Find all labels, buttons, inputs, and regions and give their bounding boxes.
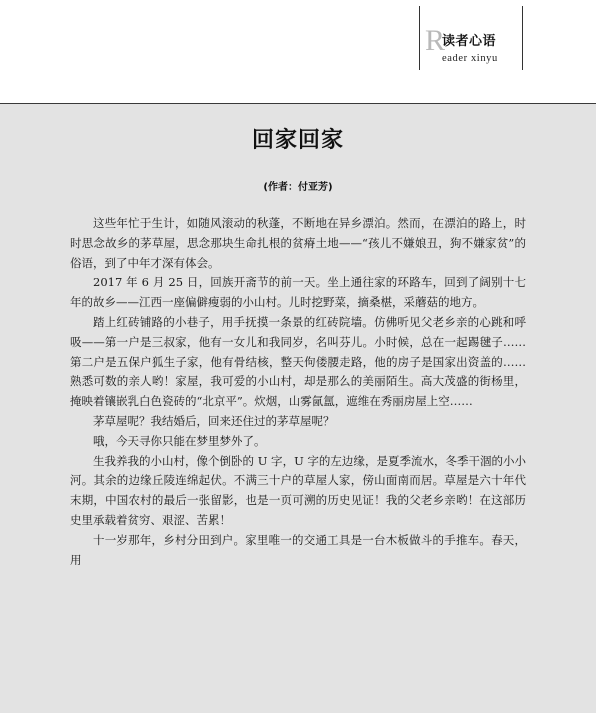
- column-divider-left: [419, 6, 420, 70]
- page-header: [0, 0, 596, 103]
- paragraph: 踏上红砖铺路的小巷子，用手抚摸一条景的红砖院墙。仿佛听见父老乡亲的心跳和呼吸——第一户是三叔家，他有一女儿和我同岁，名叫芬儿。小时候，总在一起踢毽子……第二户是五保户狐生子家，他有骨结核，整天佝偻腰走路，他的房子是国家出资盖的……熟悉可数的亲人哟！家屋，我可爱的小山村，却是那么的美丽陌生。高大茂盛的街杨里，掩映着镶嵌乳白色瓷砖的“北京平”。炊烟，山雾氤氲，遮维在秀丽房屋上空……: [70, 314, 526, 409]
- article-title: 回家回家: [251, 128, 344, 153]
- paragraph: 十一岁那年，乡村分田到户。家里唯一的交通工具是一台木板做斗的手推车。春天，用: [70, 532, 526, 567]
- paragraph: 2017 年 6 月 25 日，回族开斋节的前一天。坐上通往家的环路车，回到了阔别十七年的故乡——江西一座偏僻瘦弱的小山村。儿时挖野菜，摘桑椹，采蘑菇的地方。: [70, 275, 526, 310]
- column-logo-letter: R: [425, 24, 446, 57]
- article-body: [70, 214, 526, 570]
- paragraph: 茅草屋呢？我结婚后，回来还住过的茅草屋呢？: [93, 413, 335, 428]
- paragraph: 生我养我的小山村，像个倒卧的 U 字，U 字的左边缘，是夏季流水，冬季干涸的小小河。其余的边缘丘陵连绵起伏。不满三十户的草屋人家，傍山面南而居。草屋是六十年代末期，中国农村的最后一张留影，也是一页可溯的历史见证！我的父老乡亲哟！在这部历史里承载着贫穷、艰涩、苦累！: [70, 453, 526, 527]
- paragraph: 哦，今天寻你只能在梦里梦外了。: [93, 433, 266, 448]
- paragraph: 这些年忙于生计，如随风滚动的秋蓬，不断地在异乡漂泊。然而，在漂泊的路上，时时思念故乡的茅草屋，思念那块生命扎根的贫瘠土地——“孩儿不嫌娘丑，狗不嫌家贫”的俗语，到了中年才深有体会。: [70, 216, 526, 270]
- article-byline: (作者：付亚芳): [263, 182, 333, 193]
- column-title: 读者心语: [442, 34, 497, 49]
- column-subtitle: eader xinyu: [442, 53, 498, 64]
- column-divider-right: [522, 6, 523, 70]
